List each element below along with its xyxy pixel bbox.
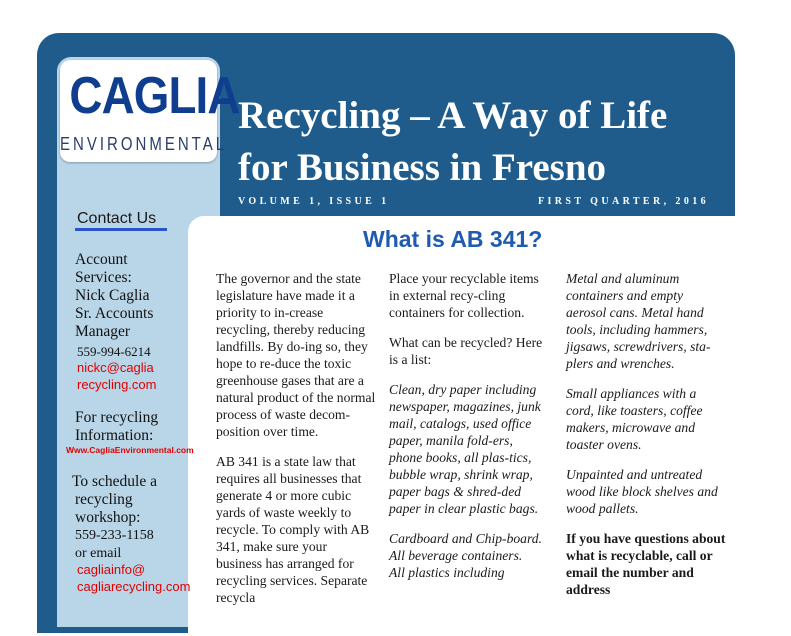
article-column-1 — [216, 270, 376, 619]
account-line: Nick Caglia — [75, 287, 150, 304]
info-line: For recycling — [75, 409, 159, 426]
recyclable-list-paper: Clean, dry paper including newspaper, magazines, junk mail, catalogs, used office paper, manila fold-ers, phone books, all plas-tics, bubble wrap, shrink wrap, paper bags & shred-ded paper in clear plastic bags. — [389, 382, 541, 516]
workshop-phone: 559-233-1158 — [75, 528, 154, 543]
website-link[interactable]: Www.CagliaEnvironmental.com — [66, 445, 194, 455]
logo-wordmark: CAGLIA — [69, 67, 240, 125]
paragraph: What can be recycled? Here is a list: — [389, 335, 543, 367]
title-line-2: for Business in Fresno — [238, 146, 607, 189]
account-services-block — [75, 251, 153, 341]
workshop-email-part[interactable]: cagliainfo@ — [77, 562, 146, 577]
workshop-line: workshop: — [75, 509, 141, 526]
contact-underline — [75, 228, 167, 231]
workshop-line: To schedule a — [72, 473, 157, 490]
paragraph: AB 341 is a state law that requires all businesses that generate 4 or more cubic yards of waste weekly to recycle. To comply with AB 341, make sure your business has arranged for recycling services. Separate recycla — [216, 454, 370, 605]
recyclable-list-line: All beverage containers. — [389, 548, 523, 563]
account-line: Services: — [75, 269, 132, 286]
account-phone: 559-994-6214 — [77, 344, 151, 359]
paragraph: The governor and the state legislature have made it a priority to in-crease recycling, thereby reducing landfills. By do-ing so, they hope to re-duce the toxic greenhouse gases that are a natural product of the normal process of waste decom-position over time. — [216, 271, 376, 439]
recyclable-list-wood: Unpainted and untreated wood like block shelves and wood pallets. — [566, 467, 718, 516]
contact-heading: Contact Us — [77, 210, 157, 227]
info-line: Information: — [75, 427, 154, 444]
company-logo — [60, 60, 240, 162]
account-email[interactable] — [77, 359, 156, 393]
workshop-or-email: or email — [75, 546, 122, 561]
issue-date: FIRST QUARTER, 2016 — [538, 196, 710, 207]
workshop-email-part[interactable]: cagliarecycling.com — [77, 579, 191, 594]
logo-subtitle: ENVIRONMENTAL — [60, 133, 228, 156]
article-column-3 — [566, 270, 726, 611]
account-email-part[interactable]: nickc@caglia — [77, 360, 154, 375]
workshop-phone-block — [75, 527, 154, 563]
questions-callout: If you have questions about what is recyclable, call or email the number and address — [566, 531, 726, 597]
paragraph: Place your recyclable items in external recy-cling containers for collection. — [389, 271, 539, 320]
recyclable-list-line: All plastics including — [389, 565, 505, 580]
article-column-2 — [389, 270, 549, 581]
account-line: Sr. Accounts — [75, 305, 154, 322]
newsletter-title — [238, 90, 667, 194]
account-line: Manager — [75, 323, 131, 340]
article-heading: What is AB 341? — [363, 226, 543, 252]
title-line-1: Recycling – A Way of Life — [238, 94, 668, 137]
recyclable-list-metal: Metal and aluminum containers and empty aerosol cans. Metal hand tools, including hammers, jigsaws, screwdrivers, sta-plers and wrenches. — [566, 271, 711, 371]
volume-issue: VOLUME 1, ISSUE 1 — [238, 196, 390, 207]
workshop-block — [72, 473, 157, 527]
recycling-info-block — [75, 409, 158, 445]
workshop-line: recycling — [75, 491, 133, 508]
recyclable-list-line: Cardboard and Chip-board. — [389, 531, 542, 546]
account-email-part[interactable]: recycling.com — [77, 377, 157, 392]
workshop-email[interactable] — [77, 561, 190, 595]
recyclable-list-appliances: Small appliances with a cord, like toasters, coffee makers, microwave and toaster ovens. — [566, 386, 703, 452]
account-line: Account — [75, 251, 128, 268]
